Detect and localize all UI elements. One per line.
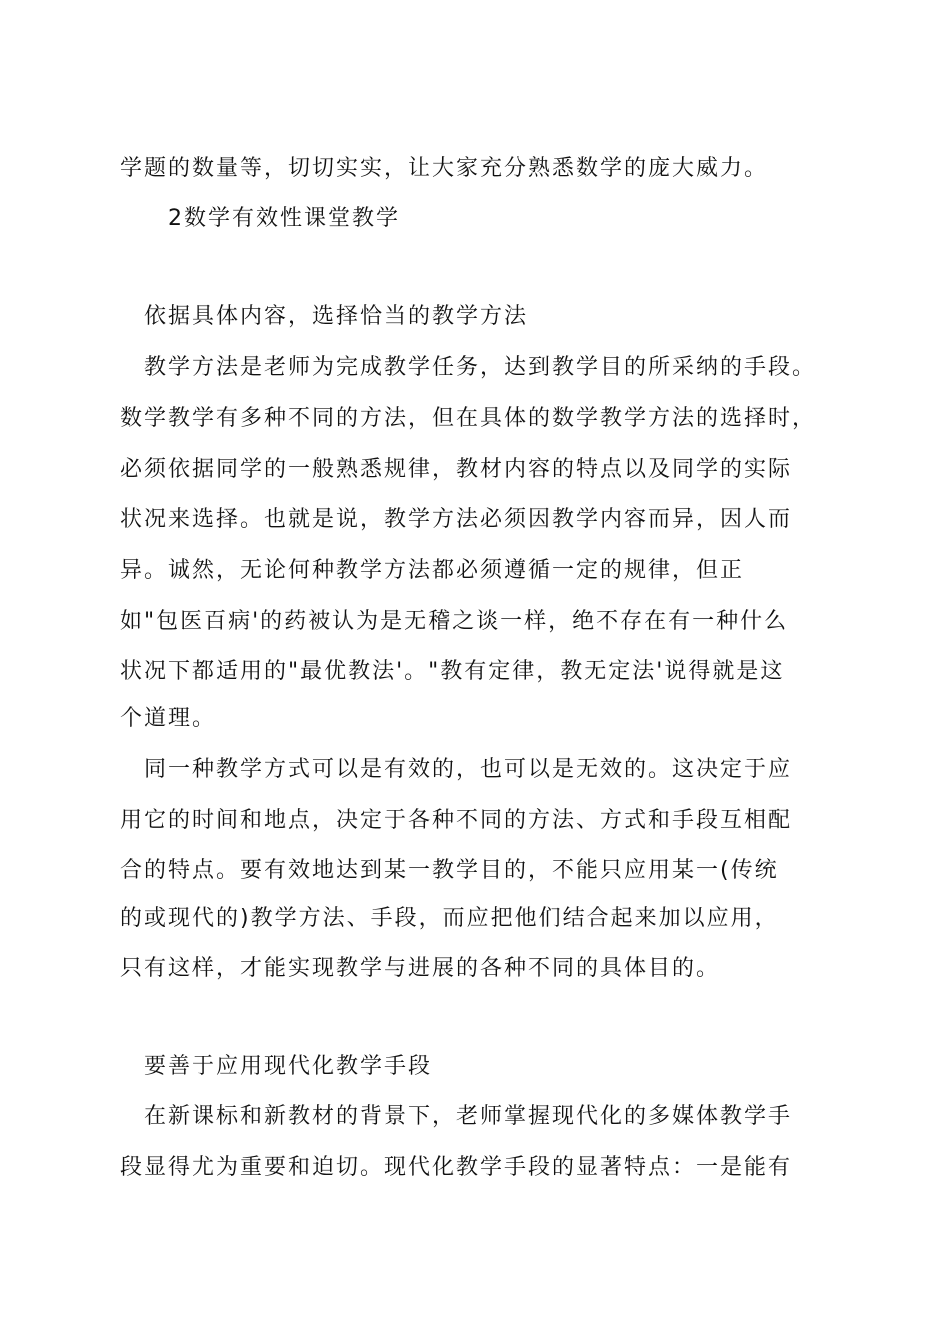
- paragraph-line: 如"包医百病'的药被认为是无稽之谈一样，绝不存在有一种什么: [120, 609, 789, 634]
- section-heading: 2数学有效性课堂教学: [168, 206, 400, 231]
- paragraph-line: 合的特点。要有效地达到某一教学目的，不能只应用某一(传统: [120, 858, 779, 883]
- paragraph-line: 的或现代的)教学方法、手段，而应把他们结合起来加以应用，: [120, 906, 779, 931]
- subsection-heading: 依据具体内容，选择恰当的教学方法: [144, 304, 529, 329]
- paragraph-line: 教学方法是老师为完成教学任务，达到教学目的所采纳的手段。: [144, 355, 817, 380]
- paragraph-line: 状况下都适用的"最优教法'。"教有定律，教无定法'说得就是这: [120, 659, 785, 684]
- paragraph-line: 在新课标和新教材的背景下，老师掌握现代化的多媒体教学手: [144, 1104, 793, 1129]
- paragraph-line: 同一种教学方式可以是有效的，也可以是无效的。这决定于应: [144, 757, 793, 782]
- paragraph-line: 个道理。: [120, 706, 217, 731]
- paragraph-line: 段显得尤为重要和迫切。现代化教学手段的显著特点：一是能有: [120, 1155, 793, 1180]
- subsection-heading: 要善于应用现代化教学手段: [144, 1054, 433, 1079]
- paragraph-line: 只有这样，才能实现教学与进展的各种不同的具体目的。: [120, 956, 721, 981]
- paragraph-line: 异。诚然，无论何种教学方法都必须遵循一定的规律，但正: [120, 558, 745, 583]
- paragraph-line: 用它的时间和地点，决定于各种不同的方法、方式和手段互相配: [120, 808, 793, 833]
- paragraph-line: 数学教学有多种不同的方法，但在具体的数学教学方法的选择时，: [120, 406, 817, 431]
- text-line: 学题的数量等，切切实实，让大家充分熟悉数学的庞大威力。: [120, 156, 769, 181]
- paragraph-line: 状况来选择。也就是说，教学方法必须因教学内容而异，因人而: [120, 507, 793, 532]
- paragraph-line: 必须依据同学的一般熟悉规律，教材内容的特点以及同学的实际: [120, 457, 793, 482]
